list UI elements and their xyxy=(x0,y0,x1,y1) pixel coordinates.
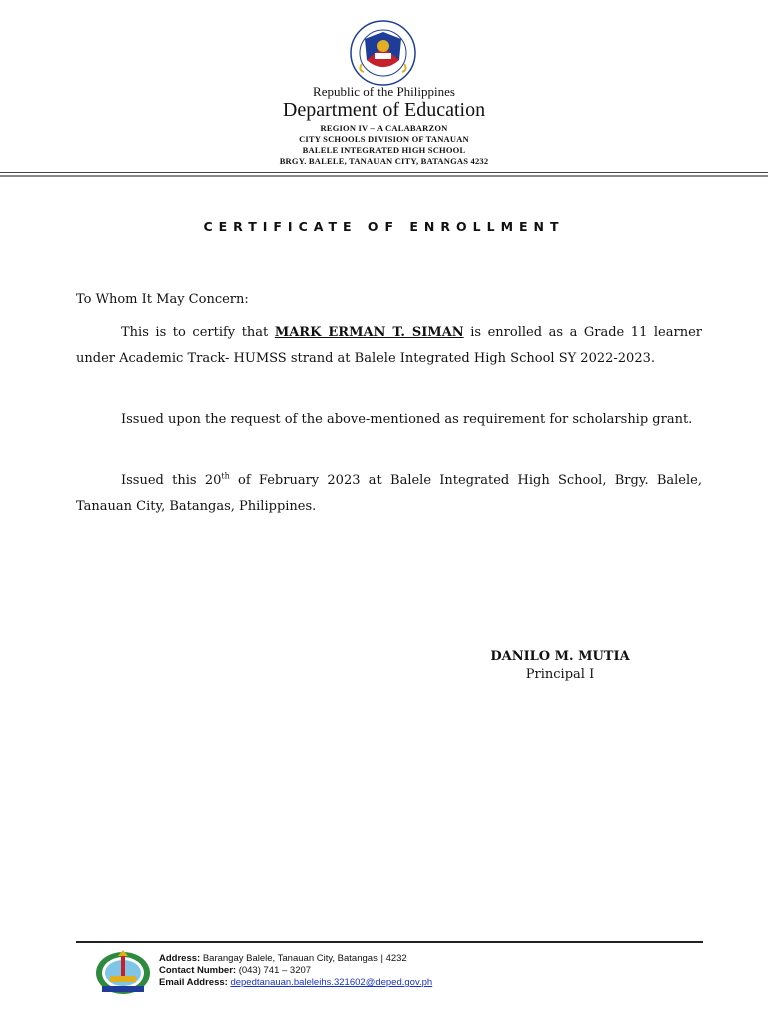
issuance-paragraph xyxy=(76,468,702,520)
p1-pre: This is to certify that xyxy=(121,325,275,340)
address-value: Barangay Balele, Tanauan City, Batangas | 4232 xyxy=(202,953,407,964)
school-logo-icon xyxy=(94,946,152,996)
signatory-name: DANILO M. MUTIA xyxy=(490,649,630,664)
email-link[interactable]: depedtanauan.baleleihs.321602@deped.gov.ph xyxy=(230,977,433,988)
contact-label: Contact Number: xyxy=(159,965,237,976)
p1-post: is enrolled as a Grade 11 learner under Academic Track- HUMSS strand at Balele Integrated High School SY 2022-2023. xyxy=(76,325,702,366)
school-line: BALELE INTEGRATED HIGH SCHOOL xyxy=(302,145,466,155)
deped-seal-icon xyxy=(350,20,416,86)
contact-value: (043) 741 – 3207 xyxy=(238,965,312,976)
department-title: Department of Education xyxy=(282,99,486,121)
p3-ordinal: th xyxy=(221,471,230,481)
footer-contact xyxy=(159,953,432,989)
salutation: To Whom It May Concern: xyxy=(76,292,249,307)
division-line: CITY SCHOOLS DIVISION OF TANAUAN xyxy=(299,134,469,144)
certification-paragraph xyxy=(76,320,702,372)
header-divider-shadow xyxy=(0,175,768,177)
address-line: BRGY. BALELE, TANAUAN CITY, BATANGAS 4232 xyxy=(279,156,489,166)
email-label: Email Address: xyxy=(159,977,228,988)
region-line: REGION IV – A CALABARZON xyxy=(320,123,448,133)
signatory-title: Principal I xyxy=(525,667,595,682)
header-divider xyxy=(0,172,768,173)
p3-pre: Issued this 20 xyxy=(121,473,222,488)
republic-line: Republic of the Philippines xyxy=(313,84,455,99)
footer-divider xyxy=(76,941,703,943)
certificate-title: CERTIFICATE OF ENROLLMENT xyxy=(203,219,565,234)
purpose-paragraph: Issued upon the request of the above-mentioned as requirement for scholarship grant. xyxy=(121,412,693,427)
address-label: Address: xyxy=(159,953,201,964)
student-name: MARK ERMAN T. SIMAN xyxy=(274,325,464,340)
p3-post: of February 2023 at Balele Integrated High School, Brgy. Balele, Tanauan City, Batangas, Philippines. xyxy=(76,473,702,514)
